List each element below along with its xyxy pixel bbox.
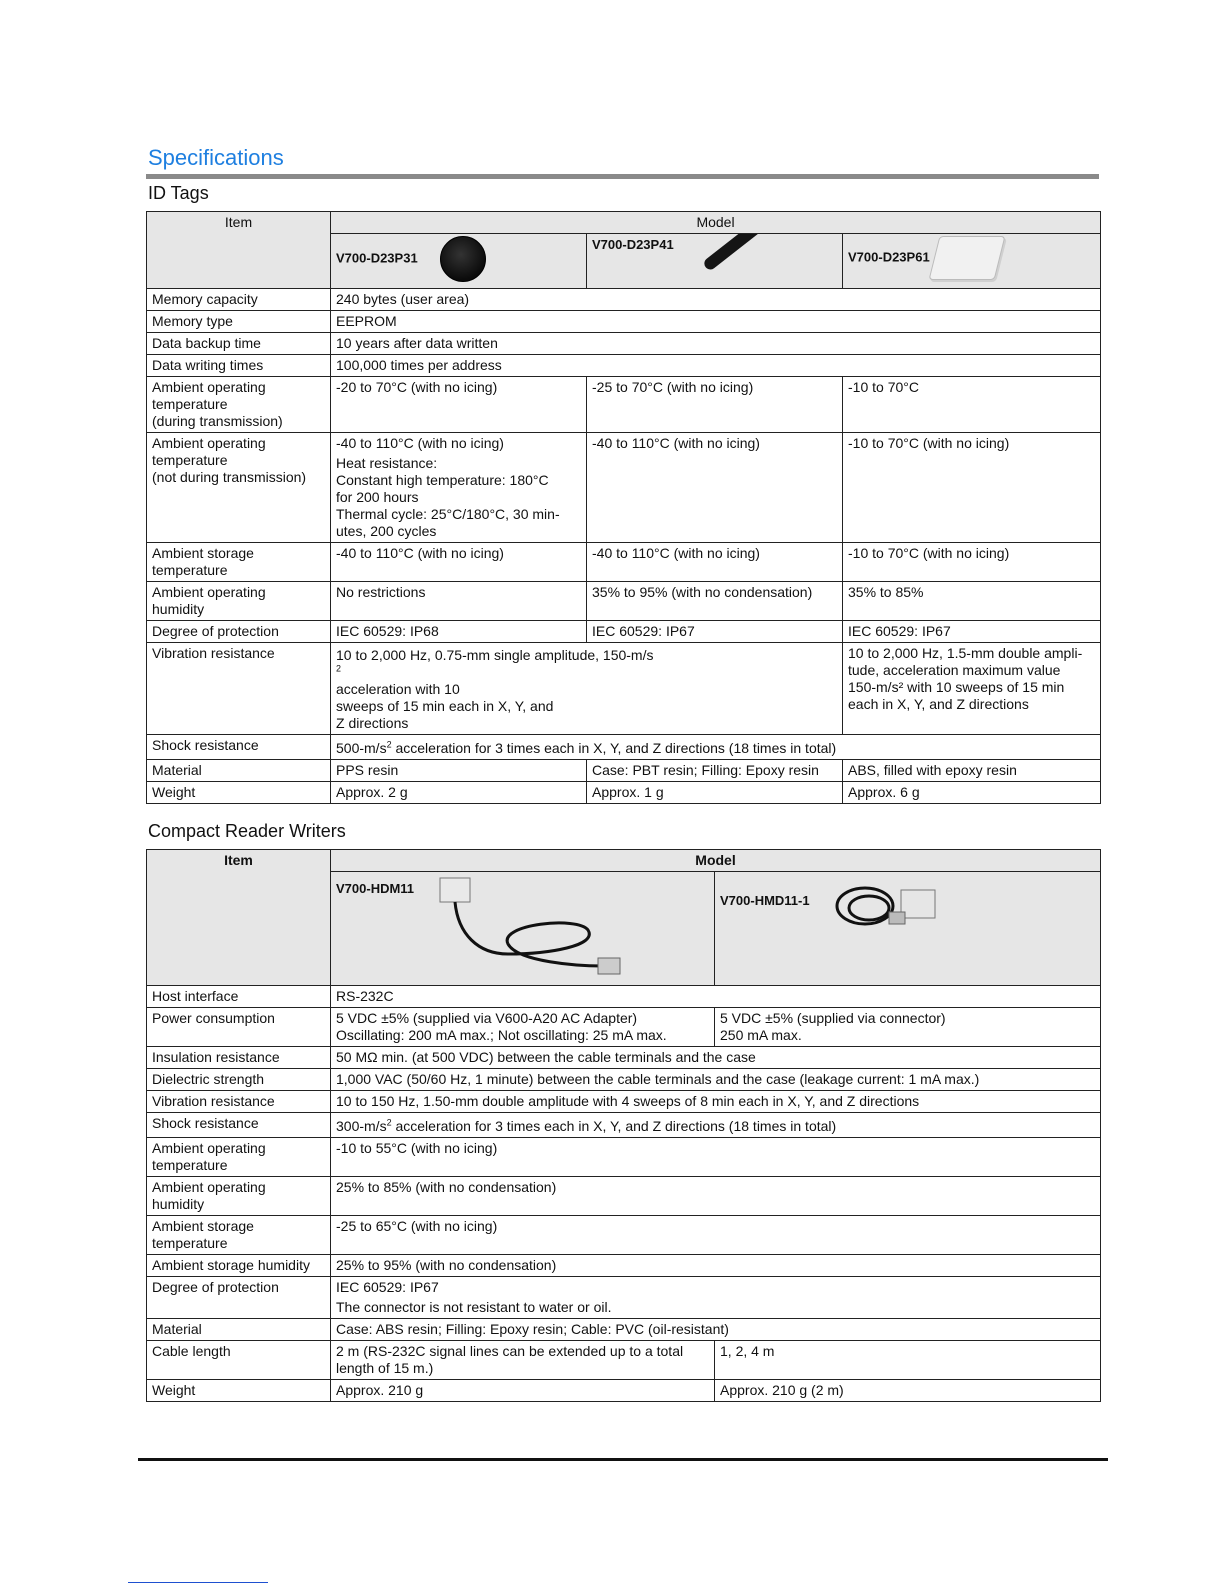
cell-p61: IEC 60529: IP67 <box>843 621 1101 643</box>
cell-p41: -40 to 110°C (with no icing) <box>587 543 843 582</box>
text-part: acceleration with 10 <box>336 681 460 697</box>
cell-line: IEC 60529: IP67 <box>336 1279 439 1295</box>
table-row <box>147 311 1101 333</box>
table-row <box>147 1091 1101 1113</box>
table-row <box>147 433 1101 543</box>
text-part: 500-m/s <box>336 740 387 756</box>
table-row <box>147 582 1101 621</box>
table-row <box>147 1216 1101 1255</box>
label-line: Ambient operating <box>152 1140 266 1156</box>
cell-p31: -20 to 70°C (with no icing) <box>331 377 587 433</box>
model-header: Model <box>331 212 1101 234</box>
cell-p41: IEC 60529: IP67 <box>587 621 843 643</box>
cell-line: 5 VDC ±5% (supplied via V600-A20 AC Adapter) <box>336 1010 638 1026</box>
label-line: humidity <box>152 1196 205 1212</box>
cell-line: 10 to 2,000 Hz, 1.5-mm double ampli- <box>848 645 1083 661</box>
cell-line: 5 VDC ±5% (supplied via connector) <box>720 1010 946 1026</box>
cell-line: -40 to 110°C (with no icing) <box>336 435 504 451</box>
row-label: Material <box>147 1319 331 1341</box>
row-label: Data writing times <box>147 355 331 377</box>
row-label: Vibration resistance <box>147 1091 331 1113</box>
table-row <box>147 1319 1101 1341</box>
cell-p31: IEC 60529: IP68 <box>331 621 587 643</box>
table-row <box>147 1138 1101 1177</box>
row-label: Shock resistance <box>147 1113 331 1138</box>
text-part: acceleration for 3 times each in X, Y, and Z directions (18 times in total) <box>391 1118 837 1134</box>
rod-tag-image <box>702 234 766 273</box>
label-line: humidity <box>152 601 205 617</box>
row-value <box>331 735 1101 760</box>
title-divider <box>146 174 1099 179</box>
cell-line: sweeps of 15 min each in X, Y, and <box>336 698 554 714</box>
label-line: Ambient operating <box>152 1179 266 1195</box>
row-label <box>147 582 331 621</box>
model-name: V700-D23P41 <box>592 237 674 252</box>
model-p31 <box>331 234 587 289</box>
label-line: temperature <box>152 452 228 468</box>
reader-cable-image <box>833 876 943 938</box>
reader-writers-table <box>146 849 1101 1402</box>
cell-p41: Approx. 1 g <box>587 782 843 804</box>
row-value: 240 bytes (user area) <box>331 289 1101 311</box>
row-label: Host interface <box>147 986 331 1008</box>
table-row <box>147 1047 1101 1069</box>
model-name: V700-HDM11 <box>336 881 415 896</box>
cell-line: tude, acceleration maximum value <box>848 662 1061 678</box>
row-label: Degree of protection <box>147 621 331 643</box>
cell-line: 250 mA max. <box>720 1027 802 1043</box>
row-value: 25% to 85% (with no condensation) <box>331 1177 1101 1216</box>
table-row <box>147 377 1101 433</box>
cell-hdm11 <box>331 1341 715 1380</box>
row-label: Cable length <box>147 1341 331 1380</box>
cell-p31 <box>331 433 587 543</box>
model-p61 <box>843 234 1101 289</box>
row-label: Ambient storage humidity <box>147 1255 331 1277</box>
reader-cable-image <box>438 874 628 982</box>
cell-p31: PPS resin <box>331 760 587 782</box>
cell-p31-p41 <box>331 643 843 735</box>
row-value <box>331 1277 1101 1319</box>
item-header: Item <box>147 850 331 986</box>
label-line: (not during transmission) <box>152 469 307 485</box>
model-header: Model <box>331 850 1101 872</box>
label-line: temperature <box>152 396 228 412</box>
table-row <box>147 1008 1101 1047</box>
page-title: Specifications <box>148 145 284 170</box>
cell-p61: -10 to 70°C (with no icing) <box>843 543 1101 582</box>
label-line: Ambient operating <box>152 379 266 395</box>
cell-line: Constant high temperature: 180°C <box>336 472 549 488</box>
cell-line: 2 m (RS-232C signal lines can be extended up to a total <box>336 1343 684 1359</box>
table-row <box>147 1341 1101 1380</box>
row-value: RS-232C <box>331 986 1101 1008</box>
row-value: Case: ABS resin; Filling: Epoxy resin; Cable: PVC (oil-resistant) <box>331 1319 1101 1341</box>
plate-tag-image <box>928 236 1005 280</box>
row-label: Shock resistance <box>147 735 331 760</box>
model-hmd11-1 <box>715 872 1101 986</box>
model-name: V700-D23P31 <box>336 250 418 266</box>
table-row <box>147 1069 1101 1091</box>
table-row <box>147 1277 1101 1319</box>
cell-line: Z directions <box>336 715 409 731</box>
table-row <box>147 289 1101 311</box>
table-row <box>147 735 1101 760</box>
row-value: 1,000 VAC (50/60 Hz, 1 minute) between the cable terminals and the case (leakage current: 1 mA max.) <box>331 1069 1101 1091</box>
row-label: Material <box>147 760 331 782</box>
row-value: -25 to 65°C (with no icing) <box>331 1216 1101 1255</box>
cell-line: Heat resistance: <box>336 455 438 471</box>
row-value <box>331 1113 1101 1138</box>
row-label: Insulation resistance <box>147 1047 331 1069</box>
cell-line: 150-m/s² with 10 sweeps of 15 min <box>848 679 1065 695</box>
row-label <box>147 1216 331 1255</box>
row-value: EEPROM <box>331 311 1101 333</box>
cell-p41: -25 to 70°C (with no icing) <box>587 377 843 433</box>
table-row <box>147 1255 1101 1277</box>
text-part: 300-m/s <box>336 1118 387 1134</box>
text-part: acceleration for 3 times each in X, Y, and Z directions (18 times in total) <box>391 740 837 756</box>
table-row <box>147 760 1101 782</box>
cell-hmd11 <box>715 1008 1101 1047</box>
cell-line: The connector is not resistant to water or oil. <box>336 1299 612 1315</box>
table-row <box>147 1113 1101 1138</box>
model-name: V700-HMD11-1 <box>720 893 810 908</box>
label-line: Ambient operating <box>152 435 266 451</box>
cell-line: length of 15 m.) <box>336 1360 434 1376</box>
model-hdm11 <box>331 872 715 986</box>
bottom-link-underline <box>128 1582 268 1583</box>
cell-p31: Approx. 2 g <box>331 782 587 804</box>
superscript: 2 <box>386 739 392 750</box>
cell-hmd11: 1, 2, 4 m <box>715 1341 1101 1380</box>
cell-p61: -10 to 70°C <box>843 377 1101 433</box>
row-value: 100,000 times per address <box>331 355 1101 377</box>
cell-line <box>336 647 837 698</box>
table-row <box>147 782 1101 804</box>
section-title-id-tags: ID Tags <box>148 183 209 203</box>
table-row <box>147 643 1101 735</box>
label-line: temperature <box>152 562 228 578</box>
cell-hdm11: Approx. 210 g <box>331 1380 715 1402</box>
text-part: 10 to 2,000 Hz, 0.75-mm single amplitude, 150-m/s <box>336 647 654 663</box>
table-row <box>147 355 1101 377</box>
cell-p61: 35% to 85% <box>843 582 1101 621</box>
cell-p41: 35% to 95% (with no condensation) <box>587 582 843 621</box>
row-value: 50 MΩ min. (at 500 VDC) between the cable terminals and the case <box>331 1047 1101 1069</box>
label-line: temperature <box>152 1235 228 1251</box>
row-label: Power consumption <box>147 1008 331 1047</box>
cell-line: utes, 200 cycles <box>336 523 437 539</box>
id-tags-table <box>146 211 1101 804</box>
label-line: Ambient operating <box>152 584 266 600</box>
cell-p61 <box>843 643 1101 735</box>
section-title-reader-writers: Compact Reader Writers <box>148 821 346 841</box>
row-value: 10 years after data written <box>331 333 1101 355</box>
row-label: Dielectric strength <box>147 1069 331 1091</box>
cell-line: Thermal cycle: 25°C/180°C, 30 min- <box>336 506 560 522</box>
cell-p61: ABS, filled with epoxy resin <box>843 760 1101 782</box>
row-label <box>147 543 331 582</box>
superscript: 2 <box>386 1117 392 1128</box>
label-line: temperature <box>152 1157 228 1173</box>
item-header: Item <box>147 212 331 289</box>
superscript: 2 <box>336 663 342 674</box>
cell-p31: No restrictions <box>331 582 587 621</box>
cell-p61: -10 to 70°C (with no icing) <box>843 433 1101 543</box>
cell-p41: Case: PBT resin; Filling: Epoxy resin <box>587 760 843 782</box>
footer-divider <box>138 1458 1108 1461</box>
row-label: Vibration resistance <box>147 643 331 735</box>
table-row <box>147 1177 1101 1216</box>
table-row <box>147 333 1101 355</box>
row-label <box>147 1177 331 1216</box>
model-p41 <box>587 234 843 289</box>
cell-p31: -40 to 110°C (with no icing) <box>331 543 587 582</box>
row-label <box>147 377 331 433</box>
row-label: Degree of protection <box>147 1277 331 1319</box>
coin-tag-image <box>440 236 486 282</box>
table-row <box>147 1380 1101 1402</box>
row-value: 10 to 150 Hz, 1.50-mm double amplitude with 4 sweeps of 8 min each in X, Y, and Z directions <box>331 1091 1101 1113</box>
cell-line: Oscillating: 200 mA max.; Not oscillating: 25 mA max. <box>336 1027 667 1043</box>
model-name: V700-D23P61 <box>848 249 930 265</box>
label-line: Ambient storage <box>152 1218 254 1234</box>
label-line: (during transmission) <box>152 413 283 429</box>
row-label: Weight <box>147 1380 331 1402</box>
table-row <box>147 986 1101 1008</box>
cell-p41: -40 to 110°C (with no icing) <box>587 433 843 543</box>
cell-line: each in X, Y, and Z directions <box>848 696 1029 712</box>
row-label <box>147 1138 331 1177</box>
cell-p61: Approx. 6 g <box>843 782 1101 804</box>
table-row <box>147 543 1101 582</box>
row-label: Weight <box>147 782 331 804</box>
row-label <box>147 433 331 543</box>
label-line: Ambient storage <box>152 545 254 561</box>
row-label: Memory type <box>147 311 331 333</box>
cell-hdm11 <box>331 1008 715 1047</box>
cell-line: for 200 hours <box>336 489 419 505</box>
row-label: Data backup time <box>147 333 331 355</box>
table-row <box>147 621 1101 643</box>
cell-hmd11: Approx. 210 g (2 m) <box>715 1380 1101 1402</box>
row-value: 25% to 95% (with no condensation) <box>331 1255 1101 1277</box>
row-label: Memory capacity <box>147 289 331 311</box>
row-value: -10 to 55°C (with no icing) <box>331 1138 1101 1177</box>
